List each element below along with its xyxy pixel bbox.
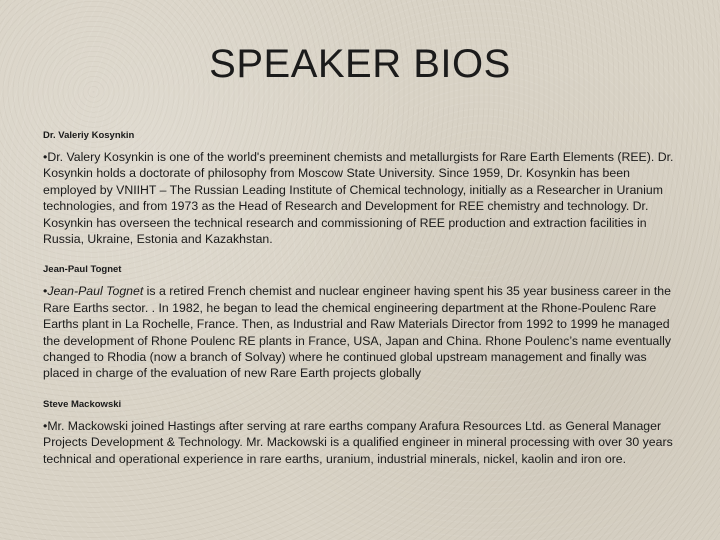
bullet: • (43, 418, 48, 433)
speaker-bio-text (43, 418, 683, 467)
bio-tognet (43, 264, 683, 381)
speaker-bios-list (43, 130, 683, 484)
bio-mackowski (43, 399, 683, 467)
speaker-bio-text (43, 149, 683, 247)
bio-body: is a retired French chemist and nuclear engineer having spent his 35 year business career in the Rare Earths sector. . In 1982, he began to lead the chemical engineering department at the Rhone-Poulenc Rare Earths plant in La Rochelle, France. Then, as Industrial and Raw Materials Director from 1992 to 1999 he managed the development of Rhone Poulenc RE plants in France, USA, Japan and China. Rhone Poulenc’s name eventually changed to Rhodia (now a branch of Solvay) where he continued global upstream management and finally was placed in charge of the evaluation of new Rare Earth projects globally (43, 284, 671, 381)
speaker-bio-text (43, 283, 683, 381)
bio-lead-name: Jean-Paul Tognet (47, 284, 144, 299)
bio-kosynkin (43, 130, 683, 247)
speaker-name: Jean-Paul Tognet (43, 264, 122, 276)
speaker-name: Steve Mackowski (43, 398, 122, 410)
bullet: • (43, 150, 48, 164)
speaker-name: Dr. Valeriy Kosynkin (43, 130, 135, 141)
bio-body: Mr. Mackowski joined Hastings after serving at rare earths company Arafura Resources Ltd. as General Manager Projects Development & Technology. Mr. Mackowski is a qualified engineer in mineral processing with over 30 years technical and operational experience in rare earths, uranium, industrial minerals, nickel, kaolin and iron ore. (43, 418, 673, 466)
bio-body: Dr. Valery Kosynkin is one of the world's preeminent chemists and metallurgists for Rare Earth Elements (REE). Dr. Kosynkin holds a doctorate of philosophy from Moscow State University. Since 1959, Dr. Kosynkin has been employed by VNIIHT – The Russian Leading Institute of Chemical technology, initially as a Researcher in Uranium technologies, and from 1973 as the Head of Research and Development for REE chemistry and technology. Dr. Kosynkin has overseen the technical research and commissioning of REE production and extraction facilities in Russia, Ukraine, Estonia and Kazakhstan. (43, 150, 674, 247)
slide-title: SPEAKER BIOS (209, 42, 511, 86)
bullet: • (43, 284, 48, 299)
